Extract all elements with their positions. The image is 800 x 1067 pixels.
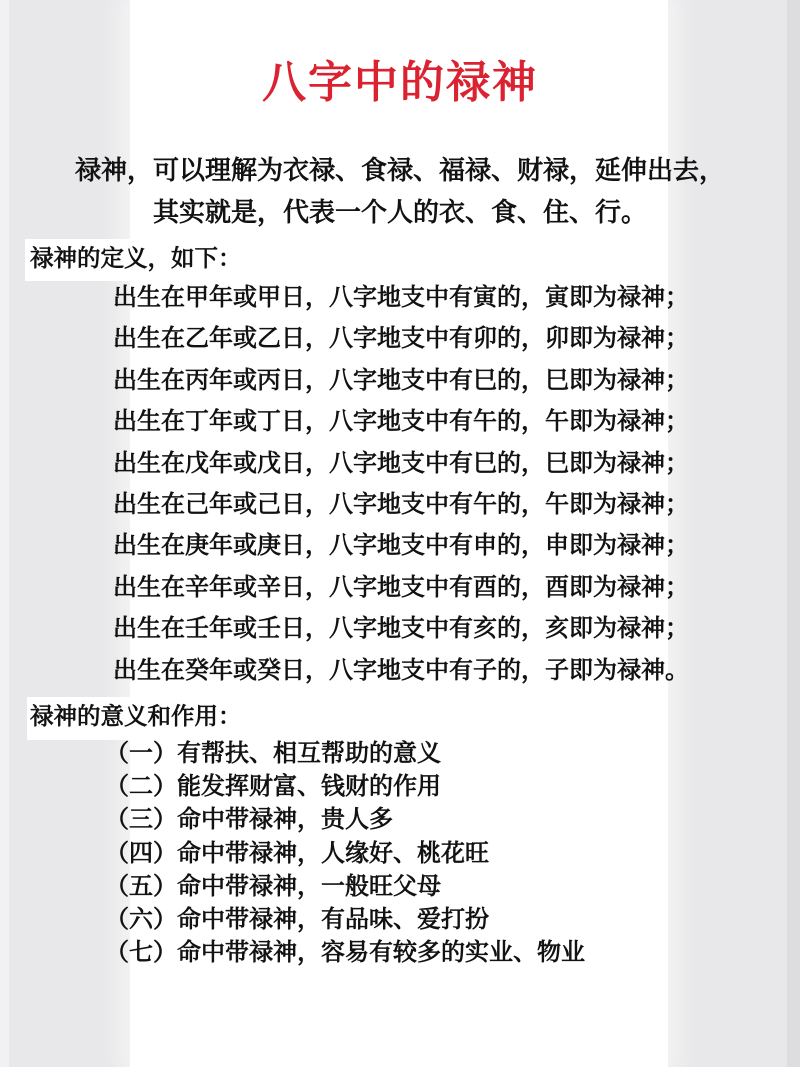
definition-line: 出生在甲年或甲日，八字地支中有寅的，寅即为禄神； (113, 283, 689, 311)
meaning-list (105, 737, 585, 969)
meaning-item: （三）命中带禄神，贵人多 (105, 805, 393, 834)
intro-line-1: 禄神，可以理解为衣禄、食禄、福禄、财禄，延伸出去， (74, 156, 725, 186)
definition-line: 出生在庚年或庚日，八字地支中有申的，申即为禄神； (113, 531, 689, 560)
definition-line: 出生在癸年或癸日，八字地支中有子的，子即为禄神。 (113, 655, 689, 684)
definition-section-heading: 禄神的定义，如下： (30, 244, 242, 272)
definition-line: 出生在辛年或辛日，八字地支中有酉的，酉即为禄神； (113, 572, 689, 601)
meaning-item: （五）命中带禄神，一般旺父母 (105, 871, 441, 900)
definition-line: 出生在戊年或戊日，八字地支中有巳的，巳即为禄神； (113, 448, 689, 477)
intro-line-2: 其实就是，代表一个人的衣、食、住、行。 (152, 198, 647, 228)
definition-list (113, 277, 689, 691)
meaning-item: （一）有帮扶、相互帮助的意义 (105, 739, 441, 767)
definition-line: 出生在丙年或丙日，八字地支中有巳的，巳即为禄神； (113, 365, 689, 394)
meaning-item: （四）命中带禄神，人缘好、桃花旺 (105, 838, 489, 867)
meaning-item: （七）命中带禄神，容易有较多的实业、物业 (105, 938, 585, 967)
meaning-section-heading: 禄神的意义和作用： (30, 702, 242, 730)
definition-line: 出生在己年或己日，八字地支中有午的，午即为禄神； (113, 490, 689, 519)
meaning-item: （六）命中带禄神，有品味、爱打扮 (105, 905, 489, 934)
definition-line: 出生在乙年或乙日，八字地支中有卯的，卯即为禄神； (113, 324, 689, 353)
meaning-item: （二）能发挥财富、钱财的作用 (105, 772, 441, 801)
definition-line: 出生在丁年或丁日，八字地支中有午的，午即为禄神； (113, 407, 689, 436)
definition-line: 出生在壬年或壬日，八字地支中有亥的，亥即为禄神； (113, 614, 689, 643)
intro-paragraph (0, 150, 800, 234)
page-title: 八字中的禄神 (262, 57, 538, 108)
